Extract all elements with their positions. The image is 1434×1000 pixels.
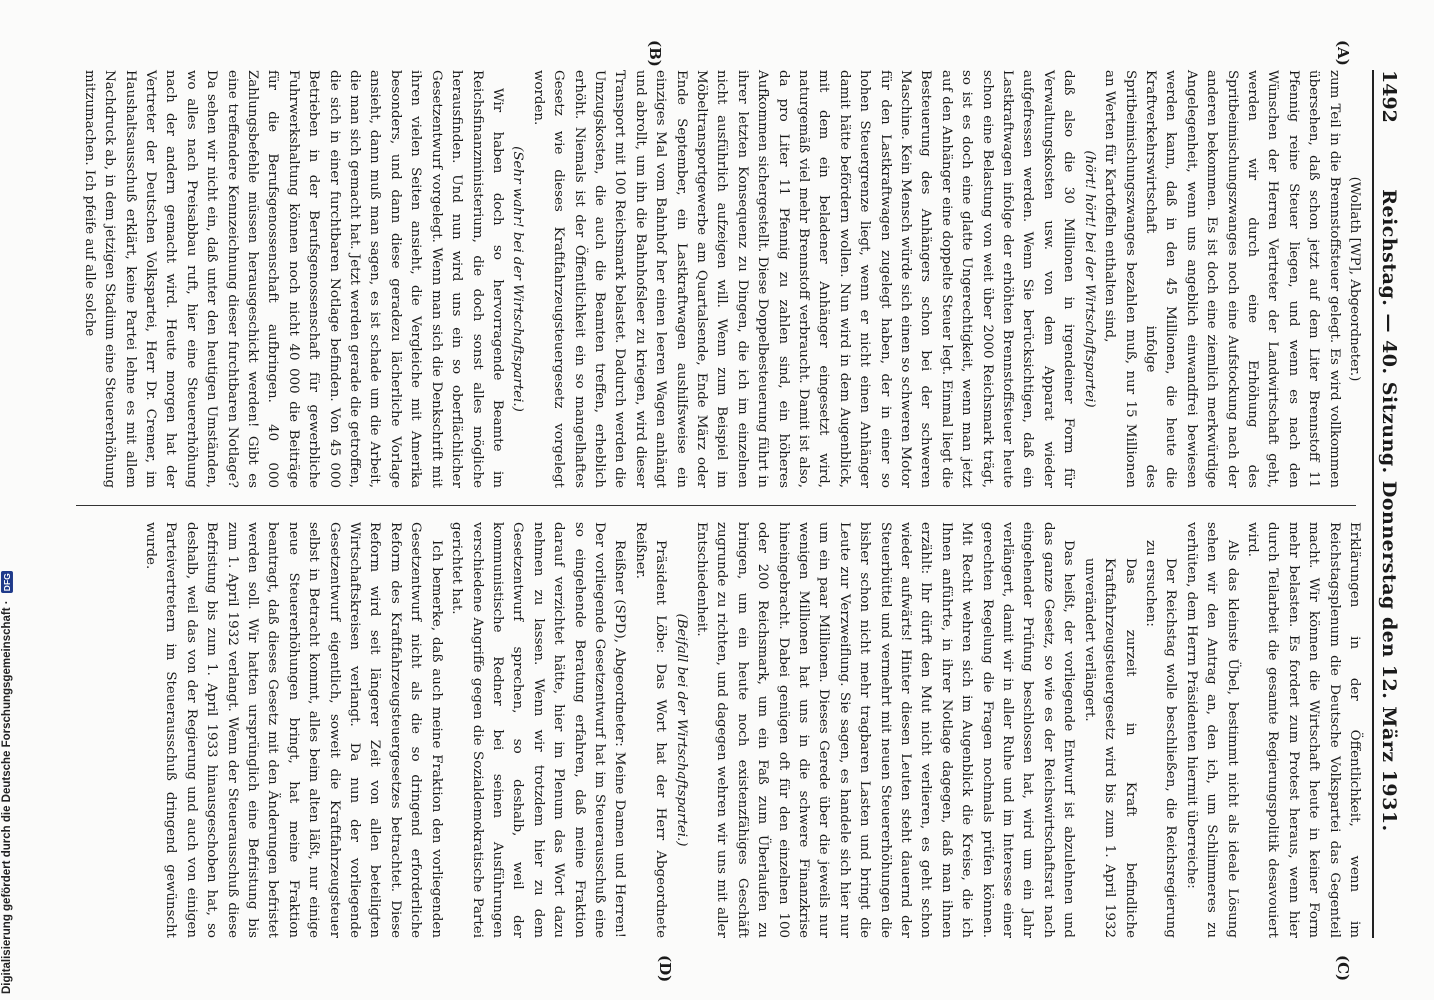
page-number: 1492: [1378, 70, 1400, 123]
margin-mark-a: (A): [1334, 40, 1352, 66]
margin-mark-c: (C): [1334, 955, 1352, 982]
paragraph: Als das kleinste Übel, bestimmt nicht als ideale Lösung sehen wir den Antrag an, den ich, um Schlimmeres zu verhüten, dem Herrn Präsidenten hiermit überreiche:: [1183, 522, 1240, 938]
paragraph: Wir haben doch so hervorragende Beamte im Reichsfinanzministerium, die doch sonst alles mögliche herausfinden. Und nun wird uns ein so oberflächlicher Gesetzentwurf vorgelegt. Wenn man sich die Denkschrift mit ihren vielen Seiten ansieht, die Vergleiche mit Amerika besonders, und dann diese geradezu lächerliche Vorlage ansieht, dann muß man sagen, es ist schade um die Arbeit, die man sich gemacht hat. Jetzt werden gerade die getroffen, die sich in einer furchtbaren Notlage befinden. Von 45 000 Betrieben in der Berufsgenossenschaft für gewerbliche Fuhrwerkshaltung können noch nicht 40 000 die Beiträge für die Berufsgenossenschaft aufbringen. 40 000 Zahlungsbefehle müssen herausgeschickt werden! Gibt es eine treffendere Kennzeichnung dieser furchtbaren Notlage? Da sehen wir nicht ein, daß unter den heutigen Umständen, wo alles nach Preisabbau ruft, hier eine Steuererhöhung nach der andern gemacht wird. Heute morgen hat der Vertreter der Deutschen Volkspartei, Herr Dr. Cremer, im Haushaltsausschuß erklärt, keine Partei lehne es mit allem Nachdruck ab, in dem jetzigen Stadium eine Steuererhöhung mitzumachen. Ich pfeife auf alle solche: [81, 70, 505, 489]
page-title: Reichstag. — 40. Sitzung. Donnerstag den 12. März 1931.: [1378, 189, 1400, 832]
motion-text: Der Reichstag wolle beschließen, die Reichsregierung zu ersuchen:: [1142, 540, 1179, 938]
column-divider: [76, 505, 1356, 506]
paragraph: Präsident Löbe: Das Wort hat der Herr Abgeordnete Reißner.: [632, 522, 669, 938]
interjection: (hört! hört! bei der Wirtschaftspartei): [1081, 150, 1097, 408]
digitization-credit: [0, 0, 14, 1000]
paragraph: Das heißt, der vorliegende Entwurf ist abzulehnen und das ganze Gesetz, so wie es der Reichswirtschaftsrat nach eingehender Prüfung beschlossen hat, wird um ein Jahr verlängert, damit wir in aller Ruhe und im Interesse einer gerechten Regelung die Fragen nochmals prüfen können. Mit Recht wehren sich im Augenblick die Kreise, die ich Ihnen anführte, in ihrer Notlage dagegen, daß man ihnen erzählt: Ihr dürft den Mut nicht verlieren, es geht schon wieder aufwärts! Hinter diesen Leuten steht dauernd der Steuerbüttel und vermehrt mit neuen Steuererhöhungen die bisher schon nicht mehr tragbaren Lasten und bringt die Leute zur Verzweiflung. Sie sagen, es handele sich hier nur um ein paar Millionen. Dieses Gerede über die jeweils nur wenigen Millionen hat uns in die schwere Finanzkrise hineingebracht. Dabei genügen oft für den einzelnen 100 oder 200 Reichsmark, um ein Faß zum Überlaufen zu bringen, um ein heute noch existenzfähiges Geschäft zugrunde zu richten, und dagegen wehren wir uns mit aller Entschiedenheit.: [694, 522, 1077, 938]
motion-text: Das zurzeit in Kraft befindliche Kraftfahrzeugsteuergesetz wird bis zum 1. April 1932 unverändert verlängert.: [1081, 558, 1138, 938]
header-rule: [1372, 70, 1374, 938]
right-column: [140, 522, 1364, 938]
margin-mark-d: (D): [656, 955, 674, 983]
paragraph: Ich bemerke, daß auch meine Fraktion den vorliegenden Gesetzentwurf nicht als die so dringend erforderliche Reform des Kraftfahrzeugsteuergesetzes betrachtet. Diese Reform wird seit längerer Zeit von allen beteiligten Wirtschaftskreisen verlangt. Da nun der vorliegende Gesetzentwurf eigentlich, soweit die Kraftfahrzeugsteuer selbst in Betracht kommt, alles beim alten läßt, nur einige neue Steuererhöhungen bringt, hat meine Fraktion beantragt, daß dieses Gesetz mit den Änderungen befristet werden soll. Wir hatten ursprünglich eine Befristung bis zum 1. April 1932 verlangt. Wenn der Steuerausschuß diese Befristung bis zum 1. April 1933 hinausgeschoben hat, so deshalb, weil das von der Regierung und auch von einigen Parteivertretern im Steuerausschuß dringend gewünscht wurde.: [143, 522, 444, 938]
margin-mark-b: (B): [646, 40, 664, 67]
dfg-logo: DFG: [1, 571, 13, 593]
left-column: [78, 70, 1364, 488]
paragraph: zum Teil in die Brennstoffsteuer gelegt. Es wird vollkommen übersehen, daß schon jetzt auf dem Liter Brennstoff 11 Pfennig reine Steuer liegen, und wenn es nach den Wünschen der Herren Vertreter der Landwirtschaft geht, werden wir durch eine Erhöhung des Spritbeimischungszwanges noch eine Aufstockung nach der anderen bekommen. Es ist doch eine ziemlich merkwürdige Angelegenheit, wenn uns angeblich einwandfrei bewiesen werden kann, daß in den 45 Millionen, die heute die Kraftverkehrswirtschaft infolge des Spritbeimischungszwanges bezahlen muß, nur 15 Millionen an Werten für Kartoffeln enthalten sind,: [1102, 70, 1342, 488]
interjection: (Beifall bei der Wirtschaftspartei.): [673, 613, 689, 847]
speaker-line: (Wollath [WP], Abgeordneter.): [1347, 176, 1362, 382]
credit-text: Digitalisierung gefördert durch die Deutsche Forschungsgemeinschaft ·: [1, 600, 13, 994]
interjection: (Sehr wahr! bei der Wirtschaftspartei.): [510, 146, 526, 412]
paragraph: daß also die 30 Millionen in irgendeiner Form für Verwaltungskosten usw. von dem Apparat wieder aufgefressen werden. Wenn Sie berücksichtigen, daß ein Lastkraftwagen infolge der erhöhten Brennstoffsteuer heute schon eine Belastung von weit über 2000 Reichsmark trägt, so ist es doch eine glatte Ungerechtigkeit, wenn man jetzt auf den Anhänger eine doppelte Steuer legt. Einmal liegt die Besteuerung des Anhängers schon bei der schweren Maschine. Kein Mensch würde sich einen so schweren Motor für den Lastkraftwagen zugelegt haben, der in einer so hohen Steuergrenze liegt, wenn er nicht einen Anhänger damit hätte befördern wollen. Nun wird in dem Augenblick, mit dem ein beladener Anhänger eingesetzt wird, naturgemäß viel mehr Brennstoff verbraucht. Damit ist also, da pro Liter 11 Pfennig zu zahlen sind, ein höheres Aufkommen sichergestellt. Diese Doppelbesteuerung führt in ihrer letzten Konsequenz zu Dingen, die ich im einzelnen nicht ausführlich aufzeigen will. Wenn zum Beispiel im Möbeltransportgewerbe am Quartalsende, Ende März oder Ende September, ein Lastkraftwagen aushilfsweise ein einziges Mal vom Bahnhof her einen leeren Wagen anhängt und abrollt, um ihn die Bahnhofsleer zu kriegen, wird dieser Transport mit 100 Reichsmark belastet. Dadurch werden die Umzugskosten, die auch die Beamten treffen, erheblich erhöht. Niemals ist der Öffentlichkeit ein so mangelhaftes Gesetz wie dieses Kraftfahrzeugsteuergesetz vorgelegt worden.: [530, 70, 1077, 488]
page-header: [1378, 70, 1416, 938]
paragraph: Erklärungen in der Öffentlichkeit, wenn im Reichstagsplenum die Deutsche Volkspartei das Gegenteil macht. Wir können die Wirtschaft heute in keiner Form mehr belasten. Es fordert zum Protest heraus, wenn hier durch Teilarbeit die gesamte Regierungspolitik desavouiert wird.: [1244, 522, 1362, 938]
paragraph: Reißner (SPD), Abgeordneter: Meine Damen und Herren! Der vorliegende Gesetzentwurf hat im Steuerausschuß eine so eingehende Beratung erfahren, daß meine Fraktion darauf verzichtet hätte, hier im Plenum das Wort dazu nehmen zu lassen. Wenn wir trotzdem hier zu dem Gesetzentwurf sprechen, so deshalb, weil der kommunistische Redner bei seinen Ausführungen verschiedene Angriffe gegen die Sozialdemokratische Partei gerichtet hat.: [449, 522, 628, 938]
